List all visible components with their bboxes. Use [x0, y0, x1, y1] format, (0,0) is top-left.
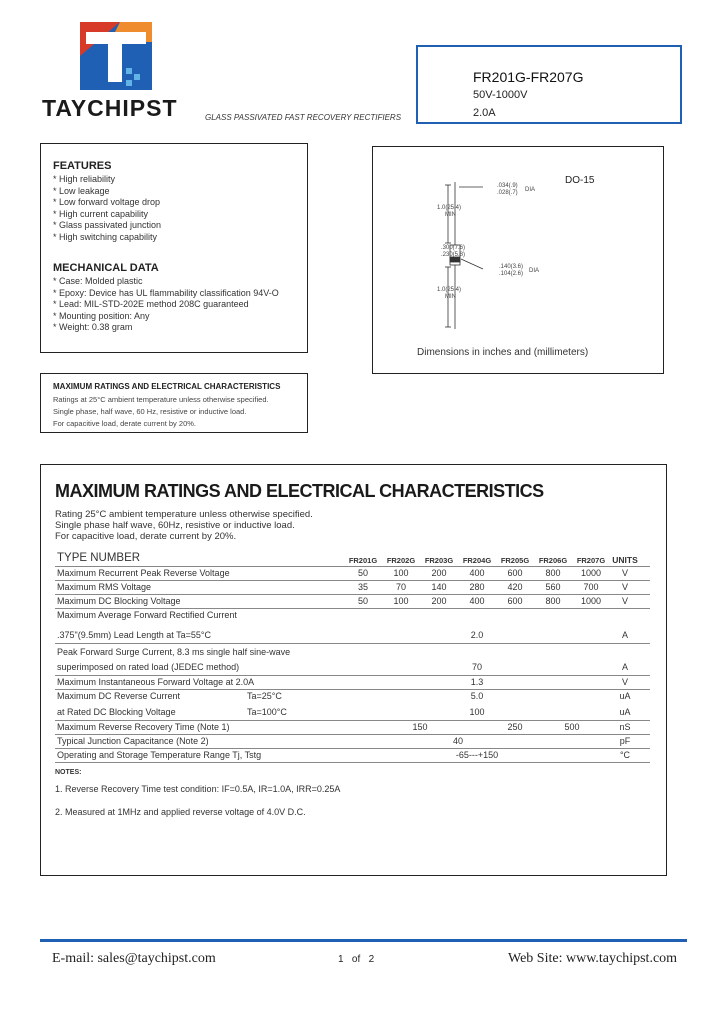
table-row	[55, 749, 650, 763]
cell-value: 1000	[580, 596, 602, 606]
cell-value: 400	[469, 596, 485, 606]
cell-value: 1000	[580, 568, 602, 578]
voltage-range: 50V-1000V	[473, 89, 528, 101]
dim-body-dia-min: .104(2.6)	[499, 271, 524, 277]
cell-value: 420	[507, 582, 523, 592]
row-label: superimposed on rated load (JEDEC method)	[57, 662, 240, 672]
table-row	[55, 581, 650, 595]
feature-item: * High reliability	[53, 174, 116, 184]
note-item: 1. Reverse Recovery Time test condition: IF=0.5A, IR=1.0A, IRR=0.25A	[55, 784, 341, 794]
page-number: 1 of 2	[338, 954, 375, 965]
taychipst-logo-icon	[80, 22, 152, 90]
dia-label: DIA	[529, 268, 540, 274]
mechanical-list	[53, 276, 279, 334]
dim-bottom-lead: 1.0(25.4)	[437, 287, 462, 293]
mechanical-heading: MECHANICAL DATA	[53, 262, 159, 274]
intro-line: Single phase half wave, 60Hz, resistive or inductive load.	[55, 520, 295, 531]
row-label: at Rated DC Blocking Voltage	[57, 707, 176, 717]
characteristics-box	[40, 464, 667, 876]
unit-cell: A	[621, 662, 628, 672]
feature-item: * Low forward voltage drop	[53, 197, 161, 207]
feature-item: * High current capability	[53, 208, 149, 219]
feature-item: * Low leakage	[53, 185, 110, 196]
cell-value: 700	[583, 582, 599, 592]
unit-cell: V	[621, 596, 628, 606]
row-label: Maximum DC Blocking Voltage	[57, 596, 181, 606]
row-label: Typical Junction Capacitance (Note 2)	[57, 736, 209, 746]
table-row	[55, 595, 650, 609]
dim-lead-dia-min: .028(.7)	[497, 190, 518, 196]
cell-value: 280	[469, 582, 485, 592]
condition-cell: Ta=25°C	[247, 691, 282, 701]
table-row	[55, 676, 650, 690]
dimension-caption: Dimensions in inches and (millimeters)	[417, 347, 589, 358]
units-header: UNITS	[612, 555, 638, 565]
notes-heading: NOTES:	[55, 769, 82, 776]
col-header-fr203g: FR203G	[424, 556, 454, 565]
dia-label: DIA	[525, 187, 536, 193]
footer-email: E-mail: sales@taychipst.com	[52, 951, 216, 966]
cell-value: 800	[545, 568, 561, 578]
col-header-fr205g: FR205G	[500, 556, 530, 565]
table-row	[55, 690, 650, 705]
ratings-summary-box	[40, 373, 308, 433]
row-label: .375"(9.5mm) Lead Length at Ta=55°C	[57, 630, 211, 640]
cell-value: 500	[564, 722, 580, 732]
row-label: Peak Forward Surge Current, 8.3 ms single half sine-wave	[57, 647, 291, 657]
table-row	[55, 735, 650, 749]
part-numbers: FR201G-FR207G	[473, 69, 584, 85]
table-row	[55, 721, 650, 735]
cell-value: 1.3	[470, 677, 484, 687]
features-heading: FEATURES	[53, 160, 112, 172]
cell-value: 2.0	[470, 630, 484, 640]
unit-cell: A	[621, 630, 628, 640]
part-title-box	[416, 45, 682, 124]
footer-website: Web Site: www.taychipst.com	[508, 951, 678, 966]
row-label: Maximum Instantaneous Forward Voltage at 2.0A	[57, 677, 255, 687]
feature-item: * Glass passivated junction	[53, 220, 162, 230]
cell-value: 400	[469, 568, 485, 578]
cell-value: 50	[357, 596, 368, 606]
cell-value: 5.0	[470, 691, 484, 701]
unit-cell: V	[621, 582, 628, 592]
features-list	[53, 174, 161, 243]
cell-value: 200	[431, 596, 447, 606]
note-item: 2. Measured at 1MHz and applied reverse voltage of 4.0V D.C.	[55, 807, 306, 817]
brand-tagline: GLASS PASSIVATED FAST RECOVERY RECTIFIERS	[205, 113, 402, 122]
table-row	[55, 644, 650, 660]
unit-cell: uA	[619, 707, 631, 717]
current-rating: 2.0A	[473, 107, 496, 119]
dim-top-lead: 1.0(25.4)	[437, 205, 462, 211]
diode-outline-drawing	[373, 147, 663, 373]
cell-value: 600	[507, 568, 523, 578]
cell-value: 50	[357, 568, 368, 578]
col-header-fr201g: FR201G	[348, 556, 378, 565]
dim-lead-dia-max: .034(.9)	[497, 183, 518, 189]
table-row	[55, 627, 650, 644]
unit-cell: pF	[619, 736, 631, 746]
characteristics-title: MAXIMUM RATINGS AND ELECTRICAL CHARACTERISTICS	[55, 481, 544, 501]
cell-value: 140	[431, 582, 447, 592]
mechanical-item: * Epoxy: Device has UL flammability classification 94V-O	[53, 287, 279, 298]
cell-value: 35	[357, 582, 368, 592]
col-header-fr202g: FR202G	[386, 556, 416, 565]
cell-value: 800	[545, 596, 561, 606]
mechanical-item: * Lead: MIL-STD-202E method 208C guaranteed	[53, 299, 249, 309]
brand-name: TAYCHIPST	[42, 95, 178, 121]
unit-cell: °C	[619, 750, 631, 760]
cell-value: 200	[431, 568, 447, 578]
mechanical-item: * Mounting position: Any	[53, 310, 150, 321]
cell-value: 100	[393, 596, 409, 606]
cell-value: 40	[452, 736, 463, 746]
row-label: Maximum DC Reverse Current	[57, 691, 181, 701]
footer-divider	[40, 939, 687, 942]
dim-min-label: MIN	[445, 212, 456, 218]
row-label: Maximum Recurrent Peak Reverse Voltage	[57, 568, 230, 578]
ratings-summary-line: Single phase, half wave, 60 Hz, resistive or inductive load.	[53, 407, 247, 416]
table-row	[55, 705, 650, 721]
characteristics-table	[55, 553, 650, 763]
table-row	[55, 609, 650, 627]
feature-item: * High switching capability	[53, 231, 158, 242]
cell-value: 70	[471, 662, 482, 672]
cell-value: 600	[507, 596, 523, 606]
col-header-fr206g: FR206G	[538, 556, 568, 565]
dim-body-len-min: .230(5.8)	[441, 252, 466, 258]
cell-value: 150	[412, 722, 428, 732]
col-header-fr204g: FR204G	[462, 556, 492, 565]
dim-min-label: MIN	[445, 294, 456, 300]
type-number-header: TYPE NUMBER	[57, 552, 141, 564]
cell-value: 70	[395, 582, 406, 592]
unit-cell: V	[621, 677, 628, 687]
mechanical-item: * Case: Molded plastic	[53, 276, 143, 286]
condition-cell: Ta=100°C	[247, 707, 287, 717]
cell-value: 250	[507, 722, 523, 732]
intro-line: For capacitive load, derate current by 20%.	[55, 531, 237, 542]
intro-line: Rating 25°C ambient temperature unless otherwise specified.	[55, 509, 313, 520]
row-label: Maximum Average Forward Rectified Current	[57, 610, 237, 620]
unit-cell: nS	[619, 722, 631, 732]
table-row	[55, 567, 650, 581]
mechanical-item: * Weight: 0.38 gram	[53, 322, 133, 332]
table-header-row	[55, 553, 650, 567]
row-label: Operating and Storage Temperature Range Tj, Tstg	[57, 750, 262, 760]
unit-cell: V	[621, 568, 628, 578]
dim-body-len-max: .300(7.6)	[441, 245, 466, 251]
cell-value: 100	[469, 707, 485, 717]
package-name: DO-15	[565, 175, 595, 186]
col-header-fr207g: FR207G	[576, 556, 606, 565]
package-diagram-box	[372, 146, 664, 374]
ratings-summary-line: For capacitive load, derate current by 20%.	[53, 419, 196, 428]
unit-cell: uA	[619, 691, 631, 701]
row-label: Maximum RMS Voltage	[57, 582, 152, 592]
cell-value: 100	[393, 568, 409, 578]
cell-value: 560	[545, 582, 561, 592]
table-row	[55, 660, 650, 676]
ratings-summary-line: Ratings at 25°C ambient temperature unless otherwise specified.	[53, 395, 269, 404]
cell-value: -65---+150	[455, 750, 499, 760]
dim-body-dia-max: .140(3.6)	[499, 264, 524, 270]
features-box	[40, 143, 308, 353]
ratings-summary-heading: MAXIMUM RATINGS AND ELECTRICAL CHARACTERISTICS	[53, 382, 281, 391]
row-label: Maximum Reverse Recovery Time (Note 1)	[57, 722, 230, 732]
